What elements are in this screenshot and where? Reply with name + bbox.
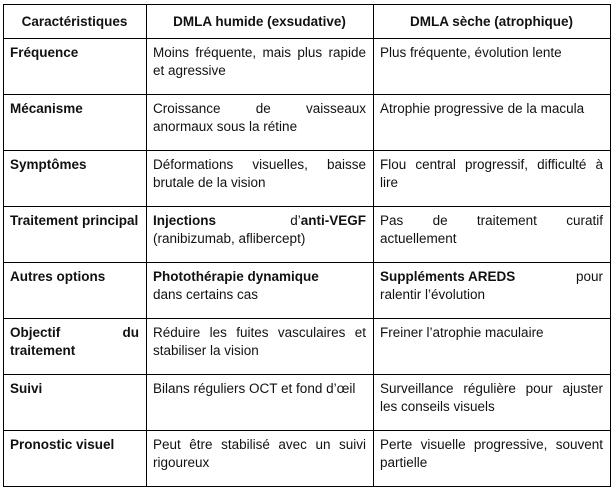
dry-option-for: pour [575,269,603,284]
table-row [4,95,611,151]
header-dry-amd: DMLA sèche (atrophique) [374,5,611,39]
wet-treatment-antivegf-wrap [290,212,366,230]
wet-treatment-drugs: (ranibizumab, aflibercept) [153,231,306,246]
header-wet-amd: DMLA humide (exsudative) [147,5,374,39]
row-label-main-treatment: Traitement principal [4,207,147,263]
table-row [4,39,611,95]
cell-dry-symptoms: Flou central progressif, difficulté à lire [374,151,611,207]
cell-wet-symptoms: Déformations visuelles, baisse brutale de la vision [147,151,374,207]
cell-dry-main-treatment: Pas de traitement curatif actuellement [374,207,611,263]
dry-option-rest: ralentir l’évolution [380,287,486,302]
table-row [4,151,611,207]
cell-wet-frequency: Moins fréquente, mais plus rapide et agressive [147,39,374,95]
cell-dry-goal: Freiner l’atrophie maculaire [374,319,611,375]
table-header-row [4,5,611,39]
wet-option-rest: dans certains cas [153,287,259,302]
table-row [4,375,611,431]
row-label-followup: Suivi [4,375,147,431]
cell-dry-other-options [374,263,611,319]
cell-dry-prognosis: Perte visuelle progressive, souvent partielle [374,431,611,487]
goal-label-line [10,324,139,342]
wet-option-pdt: Photothérapie dynamique [153,269,319,284]
wet-treatment-injections: Injections [153,213,217,228]
cell-wet-mechanism: Croissance de vaisseaux anormaux sous la rétine [147,95,374,151]
table-row [4,319,611,375]
dry-option-areds: Suppléments AREDS [380,269,516,284]
table-row [4,431,611,487]
cell-wet-prognosis: Peut être stabilisé avec un suivi rigoureux [147,431,374,487]
cell-wet-goal: Réduire les fuites vasculaires et stabiliser la vision [147,319,374,375]
row-label-symptoms: Symptômes [4,151,147,207]
wet-treatment-antivegf: anti-VEGF [300,213,366,228]
wet-treatment-line [153,212,366,230]
table-row [4,207,611,263]
goal-label-part3: traitement [10,343,76,358]
cell-dry-frequency: Plus fréquente, évolution lente [374,39,611,95]
row-label-other-options: Autres options [4,263,147,319]
wet-treatment-prefix: d’ [290,213,301,228]
row-label-frequency: Fréquence [4,39,147,95]
row-label-goal [4,319,147,375]
row-label-mechanism: Mécanisme [4,95,147,151]
cell-wet-main-treatment [147,207,374,263]
cell-wet-other-options [147,263,374,319]
goal-label-part1: Objectif [10,325,61,340]
row-label-prognosis: Pronostic visuel [4,431,147,487]
header-characteristics: Caractéristiques [4,5,147,39]
table-row [4,263,611,319]
cell-dry-followup: Surveillance régulière pour ajuster les conseils visuels [374,375,611,431]
cell-dry-mechanism: Atrophie progressive de la macula [374,95,611,151]
goal-label-part2: du [122,325,139,340]
dry-option-line [380,268,603,286]
comparison-table [3,4,611,487]
cell-wet-followup: Bilans réguliers OCT et fond d’œil [147,375,374,431]
